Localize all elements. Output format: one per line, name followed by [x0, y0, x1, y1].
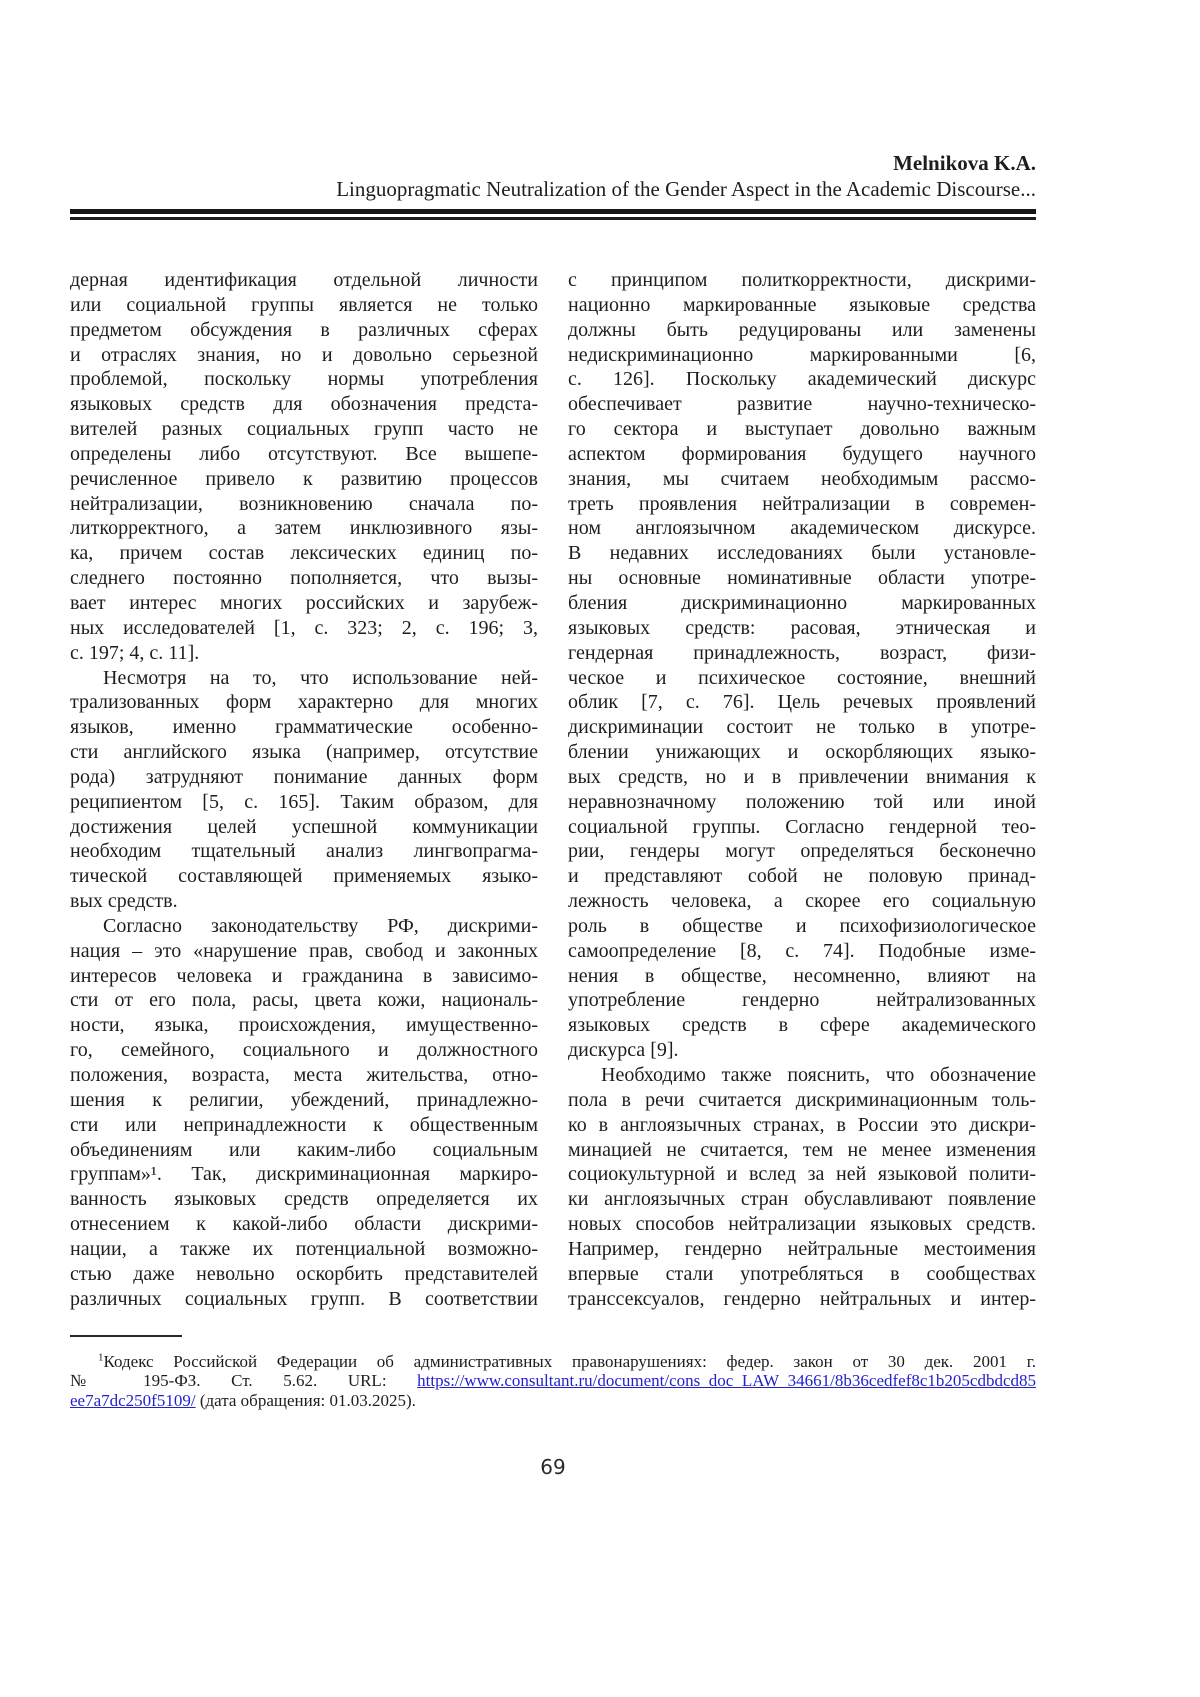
- text-line: языков, именно грамматические особенно-: [70, 716, 538, 739]
- text-line: В недавних исследованиях были установле-: [568, 542, 1036, 565]
- footnote-marker: 1: [98, 1351, 104, 1364]
- text-line: пола в речи считается дискриминационным толь-: [568, 1088, 1036, 1111]
- running-header: [70, 150, 1036, 202]
- text-line: ванность языковых средств определяется их: [70, 1188, 538, 1211]
- header-author: Melnikova K.A.: [893, 151, 1036, 175]
- text-line: треть проявления нейтрализации в современ-: [568, 492, 1036, 515]
- text-line: интересов человека и гражданина в зависимо-: [70, 964, 538, 987]
- text-line: употребление гендерно нейтрализованных: [568, 989, 1036, 1012]
- text-line: ных исследователей [1, с. 323; 2, с. 196; 3,: [70, 616, 538, 639]
- paragraph: [568, 1063, 1036, 1311]
- text-line: недискриминационно маркированными [6,: [568, 343, 1036, 366]
- footnote-line: [70, 1391, 1036, 1410]
- footnote-text: № 195-ФЗ. Ст. 5.62. URL:: [70, 1371, 418, 1391]
- text-line: и отраслях знания, но и довольно серьезной: [70, 343, 538, 366]
- text-line: стью даже невольно оскорбить представителей: [70, 1262, 538, 1285]
- text-line: дерная идентификация отдельной личности: [70, 269, 538, 291]
- text-line: го, семейного, социального и должностного: [70, 1039, 538, 1062]
- text-line: вых средств, но и в привлечении внимания к: [568, 765, 1036, 788]
- paragraph: [568, 268, 1036, 1063]
- text-line: обеспечивает развитие научно-техническо-: [568, 393, 1036, 416]
- text-line: впервые стали употребляться в сообществах: [568, 1262, 1036, 1285]
- footnote: [70, 1352, 1036, 1410]
- paragraph: [70, 914, 538, 1312]
- text-line: облик [7, с. 76]. Цель речевых проявлений: [568, 691, 1036, 714]
- text-line: знания, мы считаем необходимым рассмо-: [568, 467, 1036, 490]
- text-line: языковых средств в сфере академического: [568, 1014, 1036, 1037]
- text-line: и представляют собой не половую принад-: [568, 865, 1036, 888]
- text-line: неравнозначному положению той или иной: [568, 790, 1036, 813]
- text-line: проблемой, поскольку нормы употребления: [70, 368, 538, 391]
- text-line: трализованных форм характерно для многих: [70, 691, 538, 714]
- footnote-line: [70, 1371, 1036, 1390]
- footnote-line: [70, 1352, 1036, 1371]
- text-line: вителей разных социальных групп часто не: [70, 418, 538, 441]
- text-line: Несмотря на то, что использование ней-: [103, 666, 538, 689]
- text-line: ности, языка, происхождения, имущественно-: [70, 1014, 538, 1037]
- text-line: гендерная принадлежность, возраст, физи-: [568, 641, 1036, 664]
- text-line: нация – это «нарушение прав, свобод и законных: [70, 939, 538, 962]
- footnote-text: (дата обращения: 01.03.2025).: [195, 1390, 416, 1410]
- text-line: сти английского языка (например, отсутствие: [70, 741, 538, 764]
- paragraph: [70, 268, 538, 666]
- text-line: ко в англоязычных странах, в России это дискри-: [568, 1113, 1036, 1136]
- text-line: социокультурной и вслед за ней языковой полити-: [568, 1163, 1036, 1186]
- text-line: блении унижающих и оскорбляющих языко-: [568, 741, 1036, 764]
- text-line: ка, причем состав лексических единиц по-: [70, 542, 538, 565]
- text-line: новых способов нейтрализации языковых средств.: [568, 1213, 1036, 1236]
- body-columns: [70, 268, 1036, 1311]
- footnote-separator-rule: [70, 1335, 182, 1337]
- text-line: ны основные номинативные области употре-: [568, 567, 1036, 590]
- text-line: вает интерес многих российских и зарубеж-: [70, 591, 538, 614]
- text-line: или социальной группы является не только: [70, 293, 538, 316]
- text-line: дискурса [9].: [568, 1039, 679, 1062]
- text-line: национно маркированные языковые средства: [568, 293, 1036, 316]
- text-line: Например, гендерно нейтральные местоимения: [568, 1237, 1036, 1260]
- text-line: шения к религии, убеждений, принадлежно-: [70, 1088, 538, 1111]
- text-line: транссексуалов, гендерно нейтральных и интер-: [568, 1287, 1036, 1310]
- text-line: го сектора и выступает довольно важным: [568, 418, 1036, 441]
- text-line: с. 126]. Поскольку академический дискурс: [568, 368, 1036, 391]
- text-line: сти или непринадлежности к общественным: [70, 1113, 538, 1136]
- text-line: положения, возраста, места жительства, отно-: [70, 1064, 538, 1086]
- page-number: 69: [540, 1455, 566, 1479]
- footnote-text: Кодекс Российской Федерации об административных правонарушениях: федер. закон от 30 дек. 2001 г.: [103, 1352, 1036, 1371]
- text-line: языковых средств: расовая, этническая и: [568, 616, 1036, 639]
- paragraph: [70, 666, 538, 914]
- text-line: предметом обсуждения в различных сферах: [70, 318, 538, 341]
- text-line: литкорректного, а затем инклюзивного язы-: [70, 517, 538, 540]
- text-line: определены либо отсутствуют. Все вышепе-: [70, 442, 538, 465]
- header-article-title: Linguopragmatic Neutralization of the Gender Aspect in the Academic Discourse...: [336, 177, 1036, 201]
- footnote-url-link[interactable]: ee7a7dc250f5109/: [70, 1390, 196, 1410]
- text-line: вых средств.: [70, 890, 178, 913]
- text-line: дискриминации состоит не только в употре-: [568, 716, 1036, 739]
- text-line: Необходимо также пояснить, что обозначение: [601, 1064, 1036, 1086]
- text-line: должны быть редуцированы или заменены: [568, 318, 1036, 341]
- text-line: языковых средств для обозначения предста-: [70, 393, 538, 416]
- text-line: объединениям или каким-либо социальным: [70, 1138, 538, 1161]
- text-line: бления дискриминационно маркированных: [568, 591, 1036, 614]
- text-line: речисленное привело к развитию процессов: [70, 467, 538, 490]
- text-line: с. 197; 4, с. 11].: [70, 641, 200, 664]
- text-line: роль в обществе и психофизиологическое: [568, 914, 1036, 937]
- text-line: ки англоязычных стран обуславливают появление: [568, 1188, 1036, 1211]
- column-left: [70, 268, 538, 1311]
- text-line: необходим тщательный анализ лингвопрагма-: [70, 840, 538, 863]
- text-line: ческое и психическое состояние, внешний: [568, 666, 1036, 689]
- text-line: самоопределение [8, с. 74]. Подобные изме-: [568, 939, 1036, 962]
- text-line: нения в обществе, несомненно, влияют на: [568, 964, 1036, 987]
- text-line: аспектом формирования будущего научного: [568, 442, 1036, 465]
- text-line: различных социальных групп. В соответствии: [70, 1287, 538, 1310]
- text-line: следнего постоянно пополняется, что вызы-: [70, 567, 538, 590]
- text-line: реципиентом [5, с. 165]. Таким образом, для: [70, 790, 538, 813]
- text-line: рода) затрудняют понимание данных форм: [70, 765, 538, 788]
- text-line: минацией не считается, тем не менее изменения: [568, 1138, 1036, 1161]
- text-line: социальной группы. Согласно гендерной тео-: [568, 815, 1036, 838]
- text-line: нации, а также их потенциальной возможно-: [70, 1237, 538, 1260]
- text-line: достижения целей успешной коммуникации: [70, 815, 538, 838]
- text-line: группам»¹. Так, дискриминационная маркиро-: [70, 1163, 538, 1186]
- text-line: с принципом политкорректности, дискрими-: [568, 269, 1036, 291]
- text-line: лежность человека, а скорее его социальную: [568, 890, 1036, 913]
- text-line: нейтрализации, возникновению сначала по-: [70, 492, 538, 515]
- text-line: сти от его пола, расы, цвета кожи, националь-: [70, 989, 538, 1012]
- text-line: тической составляющей применяемых языко-: [70, 865, 538, 888]
- text-line: рии, гендеры могут определяться бесконечно: [568, 840, 1036, 863]
- column-right: [568, 268, 1036, 1311]
- text-line: отнесением к какой-либо области дискрими-: [70, 1213, 538, 1236]
- footnote-url-link[interactable]: https://www.consultant.ru/document/cons_doc_LAW_34661/8b36cedfef8c1b205cdbdcd85: [417, 1371, 1036, 1391]
- text-line: Согласно законодательству РФ, дискрими-: [103, 914, 538, 937]
- text-line: ном англоязычном академическом дискурсе.: [568, 517, 1036, 540]
- header-double-rule: [70, 209, 1036, 220]
